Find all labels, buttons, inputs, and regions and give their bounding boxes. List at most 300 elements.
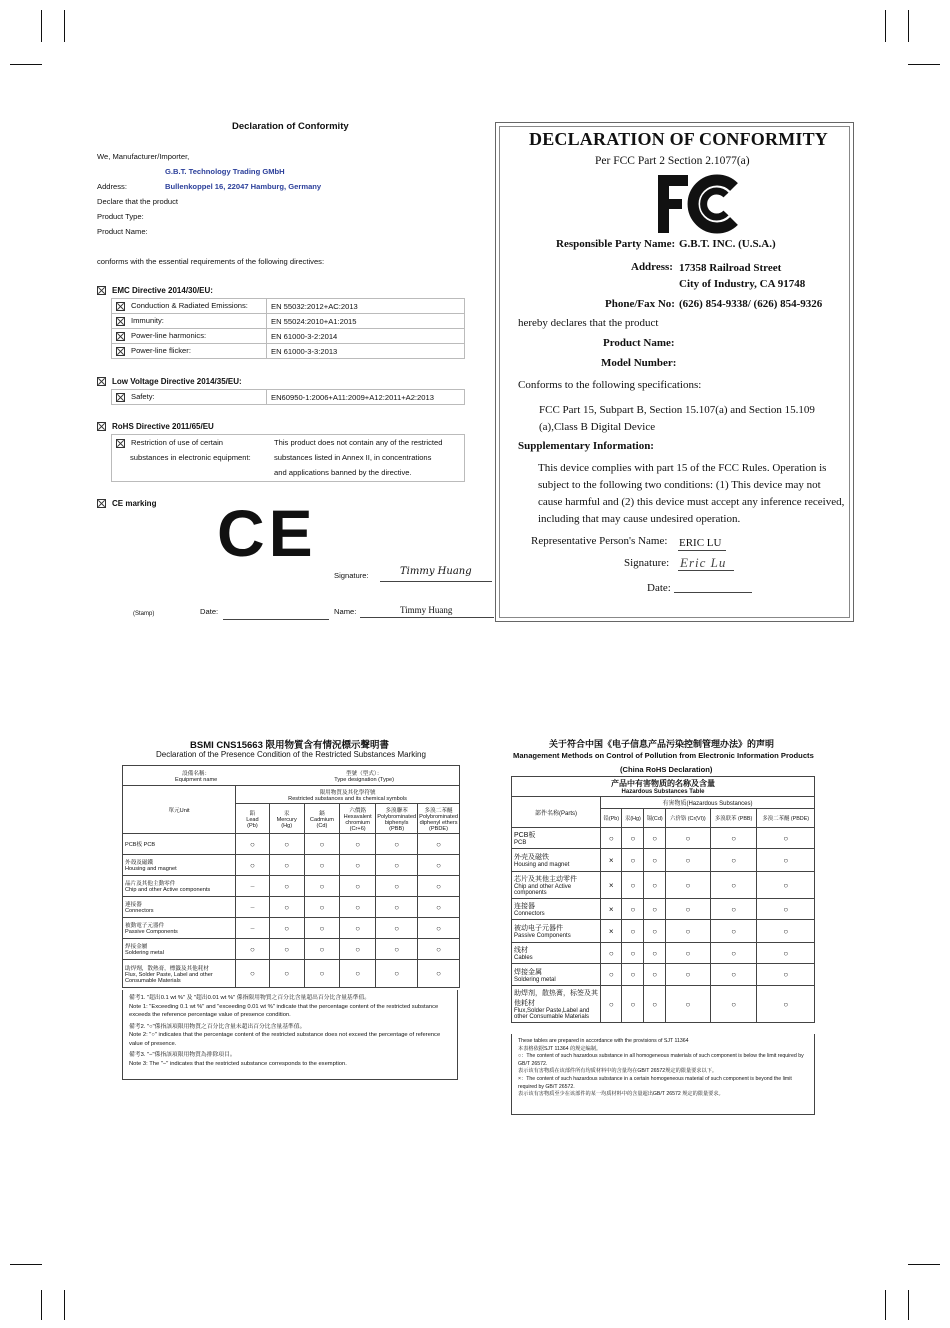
bsmi-column-header bbox=[304, 804, 339, 834]
bsmi-col-en: Hexavalent chromium bbox=[343, 813, 372, 826]
china-haz-header: 有害物质(Hazardous Substances) bbox=[601, 797, 815, 809]
fcc-supp-line: including that may cause undesired operation. bbox=[538, 513, 741, 525]
china-row-en: Connectors bbox=[514, 911, 545, 917]
bsmi-notes bbox=[122, 990, 458, 1080]
bsmi-cell-mark: ○ bbox=[376, 876, 418, 897]
china-column-header: 多溴联苯 (PBB) bbox=[710, 809, 757, 828]
fcc-model-number: Model Number: bbox=[601, 357, 677, 369]
bsmi-col-zh: 汞 bbox=[283, 810, 290, 817]
bsmi-row-en: Housing and magnet bbox=[125, 866, 177, 872]
bsmi-cell-mark: ○ bbox=[304, 834, 339, 855]
bsmi-note-line: 備考2. "○"係指該項限用物質之百分比含量未超出百分比含量基準值。 bbox=[129, 1023, 306, 1030]
bsmi-equip-en: Equipment name bbox=[174, 776, 218, 783]
china-title-en: Management Methods on Control of Pollution from Electronic Information Products bbox=[513, 751, 814, 760]
bsmi-cell-mark: ○ bbox=[376, 918, 418, 939]
checkbox-checked-icon bbox=[116, 347, 125, 356]
china-cell-mark: ○ bbox=[666, 828, 711, 849]
crop-mark bbox=[908, 64, 940, 65]
fcc-signature-value: Eric Lu bbox=[680, 555, 727, 570]
bsmi-cell-mark: ○ bbox=[340, 960, 376, 988]
china-cell-mark: ○ bbox=[757, 828, 815, 849]
bsmi-cell-mark: ○ bbox=[340, 834, 376, 855]
crop-mark bbox=[41, 10, 42, 42]
fcc-responsible-label: Responsible Party Name: bbox=[556, 238, 676, 250]
table-row bbox=[112, 329, 465, 344]
china-column-header: 多溴二苯醚 (PBDE) bbox=[757, 809, 815, 828]
bsmi-col-en: Polybrominated diphenyl ethers bbox=[419, 813, 458, 826]
emc-row-label: Conduction & Radiated Emissions: bbox=[131, 301, 248, 311]
signature-line bbox=[380, 581, 492, 582]
crop-mark bbox=[908, 1264, 940, 1265]
table-row bbox=[123, 834, 460, 855]
crop-mark bbox=[41, 1290, 42, 1320]
china-row-label bbox=[512, 849, 601, 872]
fcc-product-name: Product Name: bbox=[603, 337, 675, 349]
bsmi-column-header bbox=[418, 804, 460, 834]
fcc-rep-line bbox=[678, 550, 726, 551]
bsmi-row-en: Connectors bbox=[125, 908, 154, 914]
bsmi-cell-mark: ○ bbox=[340, 918, 376, 939]
rohs-right-line: substances listed in Annex II, in concentrations bbox=[274, 453, 432, 462]
bsmi-column-header bbox=[340, 804, 376, 834]
emc-row-standard: EN 55024:2010+A1:2015 bbox=[267, 314, 465, 329]
fcc-rep-label: Representative Person's Name: bbox=[531, 535, 668, 547]
china-table bbox=[511, 776, 815, 1023]
china-cell-mark: ○ bbox=[710, 849, 757, 872]
emc-directive-title bbox=[97, 286, 213, 295]
bsmi-type-cell bbox=[269, 766, 459, 786]
table-row bbox=[123, 918, 460, 939]
china-cell-mark: ○ bbox=[622, 828, 644, 849]
bsmi-note-line: 備考3. "−"係指該項限用物質為排除項目。 bbox=[129, 1052, 236, 1058]
china-row-zh: 连接器 bbox=[514, 903, 535, 910]
bsmi-col-sym: (PBDE) bbox=[429, 825, 449, 832]
emc-row-standard: EN 61000-3-3:2013 bbox=[267, 344, 465, 359]
rohs-right-line: and applications banned by the directive. bbox=[274, 468, 412, 477]
table-row bbox=[512, 872, 815, 899]
fcc-supplementary-title: Supplementary Information: bbox=[518, 440, 654, 452]
checkbox-checked-icon bbox=[97, 422, 106, 431]
bsmi-row-label bbox=[123, 939, 236, 960]
checkbox-checked-icon bbox=[116, 393, 125, 402]
table-row bbox=[112, 390, 465, 405]
bsmi-cell-mark: − bbox=[236, 897, 270, 918]
name-label: Name: bbox=[334, 607, 357, 616]
bsmi-cell-mark: ○ bbox=[304, 876, 339, 897]
china-cell-mark: ○ bbox=[601, 828, 622, 849]
name-value: Timmy Huang bbox=[400, 605, 453, 615]
signature-script: Timmy Huang bbox=[400, 566, 472, 577]
china-cell-mark: ○ bbox=[622, 986, 644, 1023]
bsmi-cell-mark: ○ bbox=[418, 918, 460, 939]
bsmi-note-line: Note 1: "Exceeding 0.1 wt %" and "exceeding 0.01 wt %" indicate that the percentage content of the restricted substance exceeds the reference percentage value of presence condition. bbox=[129, 1003, 439, 1018]
checkbox-checked-icon bbox=[97, 499, 106, 508]
china-cell-mark: × bbox=[601, 920, 622, 943]
china-title: 关于符合中国《电子信息产品污染控制管理办法》的声明 bbox=[549, 739, 775, 749]
bsmi-row-zh: 焊接金屬 bbox=[125, 944, 148, 950]
fcc-title: DECLARATION OF CONFORMITY bbox=[529, 129, 829, 149]
china-cell-mark: ○ bbox=[622, 899, 644, 920]
china-table-title-zh: 产品中有害物质的名称及含量 bbox=[611, 779, 715, 788]
china-note-line: ○：The content of such hazardous substance in all homogeneous materials of such component is below the limit required by GB/T 26572. bbox=[518, 1053, 804, 1067]
bsmi-cell-mark: ○ bbox=[418, 897, 460, 918]
china-notes bbox=[511, 1034, 815, 1115]
fcc-rep-value: ERIC LU bbox=[679, 537, 722, 549]
table-row bbox=[512, 920, 815, 943]
bsmi-row-label bbox=[123, 855, 236, 876]
bsmi-col-zh: 多溴二苯醚 bbox=[424, 807, 453, 814]
bsmi-cell-mark: ○ bbox=[418, 960, 460, 988]
china-cell-mark: ○ bbox=[757, 872, 815, 899]
fcc-supp-line: cause harmful and (2) this device must accept any inference received, bbox=[538, 496, 845, 508]
china-cell-mark: ○ bbox=[644, 872, 666, 899]
bsmi-row-zh: 連接器 bbox=[125, 902, 142, 908]
emc-row-label: Power-line harmonics: bbox=[131, 331, 207, 341]
bsmi-col-sym: (PBB) bbox=[389, 825, 405, 832]
table-row bbox=[123, 786, 460, 804]
bsmi-equip-zh: 設備名稱： bbox=[182, 770, 211, 777]
eu-product-name: Product Name: bbox=[97, 227, 148, 236]
bsmi-cell-mark: ○ bbox=[418, 876, 460, 897]
rohs-left-line: substances in electronic equipment: bbox=[130, 453, 251, 462]
china-row-zh: 外壳及磁铁 bbox=[514, 854, 549, 861]
rohs-right-text bbox=[274, 435, 442, 480]
checkbox-checked-icon bbox=[97, 286, 106, 295]
bsmi-col-en: Lead bbox=[246, 816, 259, 823]
china-row-label bbox=[512, 899, 601, 920]
china-row-label bbox=[512, 986, 601, 1023]
bsmi-column-header bbox=[269, 804, 304, 834]
bsmi-cell-mark: ○ bbox=[340, 876, 376, 897]
china-cell-mark: ○ bbox=[666, 920, 711, 943]
fcc-responsible-value: G.B.T. INC. (U.S.A.) bbox=[679, 238, 776, 250]
bsmi-col-zh: 鎘 bbox=[319, 810, 325, 817]
bsmi-cell-mark: ○ bbox=[269, 834, 304, 855]
bsmi-row-label bbox=[123, 897, 236, 918]
bsmi-col-sym: (Cd) bbox=[316, 822, 328, 829]
bsmi-cell-mark: ○ bbox=[304, 918, 339, 939]
china-row-zh: 焊接金属 bbox=[514, 968, 542, 976]
china-cell-mark: ○ bbox=[757, 943, 815, 964]
china-cell-mark: ○ bbox=[666, 899, 711, 920]
bsmi-col-en: Polybrominated biphenyls bbox=[377, 813, 417, 826]
china-cell-mark: ○ bbox=[710, 943, 757, 964]
table-row bbox=[123, 855, 460, 876]
china-cell-mark: ○ bbox=[710, 899, 757, 920]
bsmi-column-header bbox=[376, 804, 418, 834]
china-cell-mark: ○ bbox=[622, 872, 644, 899]
fcc-address-line2: City of Industry, CA 91748 bbox=[679, 278, 806, 290]
china-cell-mark: ○ bbox=[757, 986, 815, 1023]
eu-address-value: Bullenkoppel 16, 22047 Hamburg, Germany bbox=[165, 182, 322, 191]
lvd-row-label: Safety: bbox=[131, 392, 155, 402]
checkbox-checked-icon bbox=[116, 332, 125, 341]
table-row bbox=[512, 964, 815, 986]
bsmi-row-en: Passive Components bbox=[125, 929, 178, 935]
bsmi-col-sym: (Pb) bbox=[247, 822, 258, 829]
fcc-per-section: Per FCC Part 2 Section 2.1077(a) bbox=[595, 155, 750, 167]
emc-table bbox=[111, 298, 465, 359]
fcc-date-line bbox=[674, 592, 752, 593]
name-line bbox=[360, 617, 494, 618]
bsmi-cell-mark: ○ bbox=[269, 918, 304, 939]
table-row bbox=[512, 943, 815, 964]
bsmi-row-en: Flux, Solder Paste, Label and other Consumable Materials bbox=[125, 971, 213, 984]
china-parts-header: 部件名称(Parts) bbox=[512, 797, 601, 828]
table-row bbox=[512, 777, 815, 797]
emc-title-text: EMC Directive 2014/30/EU: bbox=[112, 286, 213, 295]
stamp-label: (Stamp) bbox=[133, 611, 155, 617]
bsmi-cell-mark: ○ bbox=[269, 876, 304, 897]
bsmi-cell-mark: − bbox=[236, 876, 270, 897]
checkbox-checked-icon bbox=[116, 439, 125, 448]
china-cell-mark: ○ bbox=[710, 920, 757, 943]
crop-mark bbox=[10, 64, 42, 65]
bsmi-cell-mark: ○ bbox=[304, 960, 339, 988]
emc-row-standard: EN 55032:2012+AC:2013 bbox=[267, 299, 465, 314]
crop-mark bbox=[10, 1264, 42, 1265]
fcc-conforms: Conforms to the following specifications: bbox=[518, 379, 702, 391]
bsmi-cell-mark: ○ bbox=[376, 834, 418, 855]
table-row bbox=[123, 897, 460, 918]
lvd-table bbox=[111, 389, 465, 405]
bsmi-cell-mark: ○ bbox=[376, 855, 418, 876]
fcc-spec-line1: FCC Part 15, Subpart B, Section 15.107(a) and Section 15.109 bbox=[539, 404, 815, 416]
bsmi-row-zh: PCB板 PCB bbox=[125, 842, 156, 848]
bsmi-cell-mark: ○ bbox=[269, 855, 304, 876]
rohs-left-text bbox=[116, 435, 251, 465]
rohs-directive-title bbox=[97, 422, 214, 431]
china-cell-mark: ○ bbox=[644, 849, 666, 872]
bsmi-row-zh: 被動電子元器件 bbox=[125, 923, 165, 929]
table-row bbox=[112, 314, 465, 329]
china-note-line: These tables are prepared in accordance with the provisions of SJT 11364 bbox=[518, 1038, 689, 1044]
checkbox-checked-icon bbox=[97, 377, 106, 386]
table-row bbox=[123, 876, 460, 897]
china-row-en: Housing and magnet bbox=[514, 862, 570, 868]
china-cell-mark: ○ bbox=[622, 943, 644, 964]
china-cell-mark: ○ bbox=[622, 964, 644, 986]
fcc-logo bbox=[656, 173, 740, 240]
checkbox-checked-icon bbox=[116, 302, 125, 311]
china-column-header: 镉(Cd) bbox=[644, 809, 666, 828]
fcc-supp-line: subject to the following two conditions: (1) This device may not bbox=[538, 479, 821, 491]
bsmi-col-sym: (Cr+6) bbox=[349, 825, 366, 832]
china-row-zh: 被动电子元器件 bbox=[514, 925, 563, 932]
china-cell-mark: ○ bbox=[757, 849, 815, 872]
table-row bbox=[112, 299, 465, 314]
date-line bbox=[223, 619, 329, 620]
china-cell-mark: ○ bbox=[644, 943, 666, 964]
ce-marking-title bbox=[97, 499, 156, 508]
china-cell-mark: × bbox=[601, 872, 622, 899]
bsmi-row-en: Soldering metal bbox=[125, 950, 164, 956]
china-row-zh: 芯片及其他主动零件 bbox=[514, 876, 577, 883]
crop-mark bbox=[64, 10, 65, 42]
lvd-directive-title bbox=[97, 377, 242, 386]
crop-mark bbox=[908, 1290, 909, 1320]
china-row-en: Cables bbox=[514, 955, 533, 961]
china-note-line: 本表格依据SJT 11364 的规定编制。 bbox=[518, 1045, 602, 1052]
fcc-address-line1: 17358 Railroad Street bbox=[679, 262, 782, 274]
bsmi-row-zh: 外殼及磁鐵 bbox=[125, 860, 153, 866]
bsmi-row-label bbox=[123, 918, 236, 939]
bsmi-cell-mark: ○ bbox=[376, 960, 418, 988]
eu-manufacturer-label: We, Manufacturer/Importer, bbox=[97, 152, 190, 161]
china-row-label bbox=[512, 964, 601, 986]
bsmi-cell-mark: ○ bbox=[340, 897, 376, 918]
bsmi-cell-mark: ○ bbox=[340, 939, 376, 960]
table-row bbox=[512, 797, 815, 809]
china-cell-mark: ○ bbox=[622, 849, 644, 872]
rohs-title-text: RoHS Directive 2011/65/EU bbox=[112, 422, 214, 431]
fcc-declaration bbox=[495, 122, 854, 622]
emc-row-label: Power-line flicker: bbox=[131, 346, 191, 356]
crop-mark bbox=[885, 10, 886, 42]
bsmi-row-label bbox=[123, 876, 236, 897]
bsmi-cell-mark: ○ bbox=[340, 855, 376, 876]
bsmi-cell-mark: ○ bbox=[304, 897, 339, 918]
bsmi-cell-mark: ○ bbox=[304, 855, 339, 876]
bsmi-substances-header bbox=[236, 786, 460, 804]
signature-label: Signature: bbox=[334, 571, 369, 580]
china-cell-mark: ○ bbox=[757, 964, 815, 986]
china-row-en: PCB bbox=[514, 840, 527, 846]
bsmi-col-en: Cadmium bbox=[309, 816, 334, 823]
fcc-hereby: hereby declares that the product bbox=[518, 317, 659, 329]
bsmi-unit-header: 單元Unit bbox=[123, 786, 236, 834]
bsmi-row-zh: 助焊劑，散熱膏，標籤及其他耗材 bbox=[125, 965, 209, 972]
bsmi-col-sym: (Hg) bbox=[281, 822, 293, 829]
china-cell-mark: ○ bbox=[710, 986, 757, 1023]
table-row bbox=[123, 939, 460, 960]
china-cell-mark: ○ bbox=[622, 920, 644, 943]
china-row-en: Passive Components bbox=[514, 933, 571, 939]
bsmi-row-label bbox=[123, 834, 236, 855]
china-cell-mark: ○ bbox=[666, 964, 711, 986]
china-row-label bbox=[512, 872, 601, 899]
table-row bbox=[512, 849, 815, 872]
bsmi-column-header bbox=[236, 804, 270, 834]
china-cell-mark: ○ bbox=[644, 920, 666, 943]
bsmi-cell-mark: ○ bbox=[236, 960, 270, 988]
china-cell-mark: ○ bbox=[710, 828, 757, 849]
bsmi-subst-en: Restricted substances and its chemical symbols bbox=[288, 795, 407, 802]
emc-row-standard: EN 61000-3-2:2014 bbox=[267, 329, 465, 344]
emc-row-label: Immunity: bbox=[131, 316, 164, 326]
bsmi-cell-mark: ○ bbox=[418, 939, 460, 960]
eu-address-label: Address: bbox=[97, 182, 127, 191]
china-cell-mark: ○ bbox=[757, 899, 815, 920]
china-cell-mark: ○ bbox=[666, 849, 711, 872]
fcc-supplementary-text bbox=[538, 460, 844, 528]
crop-mark bbox=[885, 1290, 886, 1320]
china-note-line: ×：The content of such hazardous substance in a certain homogeneous material of such component is beyond the limit required by GB/T 26572. bbox=[518, 1075, 792, 1090]
china-cell-mark: ○ bbox=[644, 964, 666, 986]
table-row bbox=[123, 960, 460, 988]
ce-marking-text: CE marking bbox=[112, 499, 157, 508]
china-column-header: 铅(Pb) bbox=[601, 809, 622, 828]
china-cell-mark: ○ bbox=[644, 986, 666, 1023]
china-cell-mark: ○ bbox=[666, 943, 711, 964]
bsmi-equipment-cell bbox=[123, 766, 270, 786]
china-row-en: Chip and other Active components bbox=[514, 884, 572, 896]
eu-title: Declaration of Conformity bbox=[232, 121, 349, 132]
china-cell-mark: ○ bbox=[601, 964, 622, 986]
lvd-title-text: Low Voltage Directive 2014/35/EU: bbox=[112, 377, 242, 386]
china-row-label bbox=[512, 943, 601, 964]
bsmi-cell-mark: − bbox=[236, 918, 270, 939]
fcc-signature-label: Signature: bbox=[624, 557, 670, 569]
bsmi-subtitle: Declaration of the Presence Condition of the Restricted Substances Marking bbox=[156, 750, 426, 759]
bsmi-cell-mark: ○ bbox=[269, 897, 304, 918]
rohs-left-line: Restriction of use of certain bbox=[131, 438, 224, 447]
bsmi-title: BSMI CNS15663 限用物質含有情況標示聲明書 bbox=[190, 740, 390, 751]
bsmi-cell-mark: ○ bbox=[418, 855, 460, 876]
china-column-header: 六价铬 (Cr(VI)) bbox=[666, 809, 711, 828]
bsmi-row-en: Chip and other Active components bbox=[125, 887, 211, 893]
bsmi-table bbox=[122, 765, 460, 988]
eu-conforms-text: conforms with the essential requirements of the following directives: bbox=[97, 257, 325, 266]
china-title-en2: (China RoHS Declaration) bbox=[620, 765, 713, 774]
rohs-box bbox=[111, 434, 465, 482]
date-label: Date: bbox=[200, 607, 219, 616]
bsmi-col-zh: 鉛 bbox=[249, 810, 256, 817]
fcc-date-label: Date: bbox=[647, 582, 671, 594]
china-cell-mark: ○ bbox=[644, 899, 666, 920]
crop-mark bbox=[64, 1290, 65, 1320]
bsmi-col-en: Mercury bbox=[276, 816, 297, 823]
bsmi-cell-mark: ○ bbox=[418, 834, 460, 855]
china-cell-mark: ○ bbox=[666, 986, 711, 1023]
table-row bbox=[512, 828, 815, 849]
fcc-phone-value: (626) 854-9338/ (626) 854-9326 bbox=[679, 298, 823, 310]
china-row-en: Flux,Solder Paste,Label and other Consumable Materials bbox=[514, 1008, 590, 1020]
bsmi-note-line: 備考1. "超出0.1 wt %" 及 "超出0.01 wt %" 係指限用物質之百分比含量超出百分比含量基準值。 bbox=[129, 995, 371, 1001]
china-row-zh: 线材 bbox=[514, 947, 528, 954]
bsmi-col-zh: 多溴聯苯 bbox=[385, 807, 408, 814]
china-row-zh: PCB板 bbox=[514, 832, 536, 839]
china-row-label bbox=[512, 828, 601, 849]
fcc-supp-line: This device complies with part 15 of the FCC Rules. Operation is bbox=[538, 462, 827, 474]
checkbox-checked-icon bbox=[116, 317, 125, 326]
eu-declare-text: Declare that the product bbox=[97, 197, 179, 206]
china-row-label bbox=[512, 920, 601, 943]
china-row-zh: 助焊剂，散热膏，标签及其他耗材 bbox=[514, 990, 598, 1007]
china-cell-mark: ○ bbox=[601, 943, 622, 964]
china-note-line: 表示该有害物质至少在该部件的某一均质材料中的含量超出GB/T 26572 规定的限量要求。 bbox=[518, 1091, 724, 1098]
table-row bbox=[512, 986, 815, 1023]
bsmi-subst-zh: 限用物質及其化學符號 bbox=[319, 789, 376, 796]
fcc-spec-line2: (a),Class B Digital Device bbox=[539, 421, 656, 433]
china-cell-mark: ○ bbox=[757, 920, 815, 943]
china-column-header: 汞(Hg) bbox=[622, 809, 644, 828]
bsmi-cell-mark: ○ bbox=[376, 939, 418, 960]
china-cell-mark: ○ bbox=[644, 828, 666, 849]
china-table-title-en: Hazardous Substances Table bbox=[621, 789, 705, 795]
eu-company-name: G.B.T. Technology Trading GMbH bbox=[165, 167, 285, 176]
china-row-en: Soldering metal bbox=[514, 976, 556, 983]
bsmi-cell-mark: ○ bbox=[236, 939, 270, 960]
bsmi-col-zh: 六價鉻 bbox=[349, 807, 367, 814]
table-row bbox=[112, 344, 465, 359]
bsmi-row-label bbox=[123, 960, 236, 988]
table-row bbox=[123, 766, 460, 786]
fcc-phone-label: Phone/Fax No: bbox=[605, 298, 675, 310]
china-cell-mark: ○ bbox=[710, 964, 757, 986]
china-cell-mark: ○ bbox=[710, 872, 757, 899]
bsmi-row-zh: 晶片及其他主動零件 bbox=[125, 881, 176, 887]
